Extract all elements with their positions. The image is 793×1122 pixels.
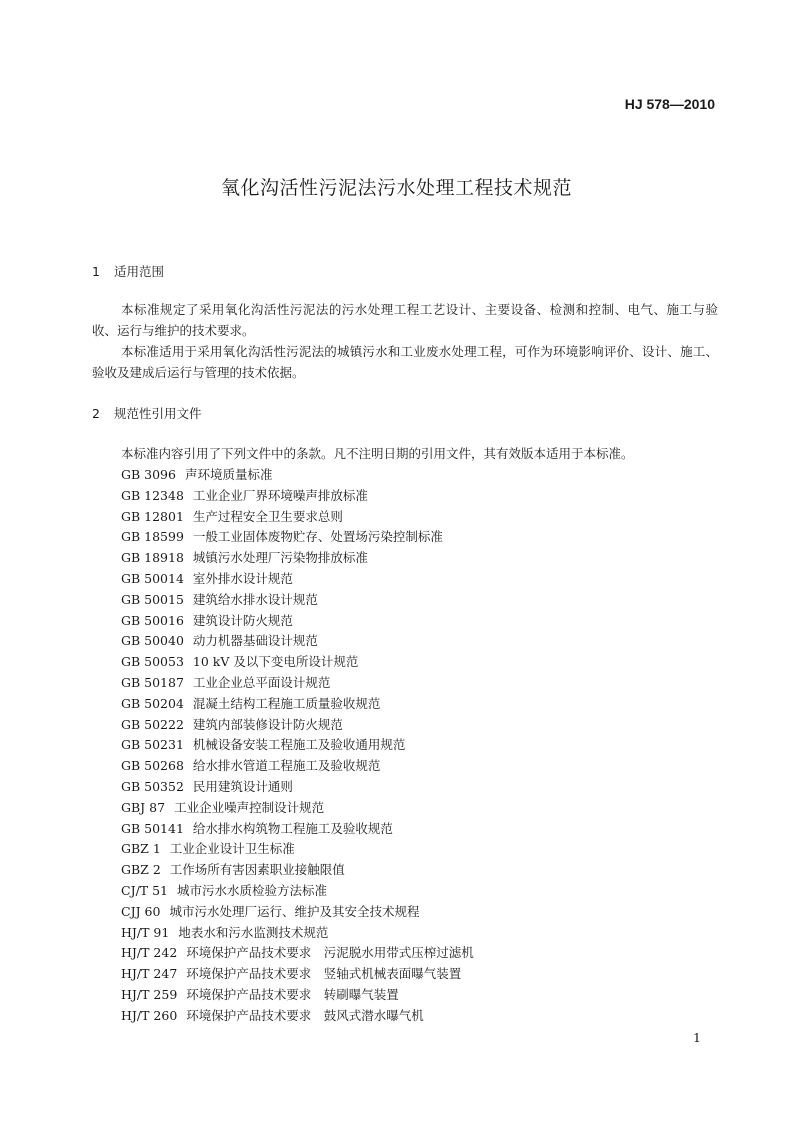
reference-code: GB 12801 — [121, 508, 184, 524]
reference-code: HJ/T 259 — [121, 986, 178, 1002]
reference-item — [121, 652, 474, 673]
reference-item — [121, 777, 474, 798]
reference-code: GB 50204 — [121, 695, 184, 711]
reference-title: 动力机器基础设计规范 — [192, 633, 318, 649]
section-1-paragraph-1: 本标准规定了采用氧化沟活性污泥法的污水处理工程工艺设计、主要设备、检测和控制、电气、施工与验收、运行与维护的技术要求。 — [92, 302, 718, 338]
document-code: HJ 578—2010 — [624, 96, 715, 112]
reference-code: GB 50222 — [121, 716, 184, 732]
reference-code: GB 18918 — [121, 550, 184, 566]
reference-item — [121, 486, 474, 507]
reference-list — [121, 465, 474, 1027]
reference-title: 环境保护产品技术要求 转刷曝气装置 — [186, 986, 399, 1002]
reference-item — [121, 527, 474, 548]
reference-code: HJ/T 91 — [121, 924, 170, 940]
reference-item — [121, 548, 474, 569]
reference-title: 10 kV 及以下变电所设计规范 — [192, 654, 359, 670]
reference-item — [121, 881, 474, 902]
reference-title: 给水排水构筑物工程施工及验收规范 — [192, 820, 393, 836]
reference-title: 工业企业厂界环境噪声排放标准 — [192, 487, 368, 503]
reference-item — [121, 590, 474, 611]
reference-title: 环境保护产品技术要求 鼓风式潜水曝气机 — [186, 1007, 424, 1023]
reference-title: 建筑给水排水设计规范 — [192, 591, 318, 607]
reference-title: 混凝土结构工程施工质量验收规范 — [192, 695, 381, 711]
reference-title: 地表水和污水监测技术规范 — [178, 924, 329, 940]
reference-title: 城镇污水处理厂污染物排放标准 — [192, 550, 368, 566]
reference-code: HJ/T 242 — [121, 945, 178, 961]
reference-code: GBJ 87 — [121, 799, 166, 815]
reference-item — [121, 860, 474, 881]
reference-code: GB 3096 — [121, 467, 176, 482]
section-2-intro: 本标准内容引用了下列文件中的条款。凡不注明日期的引用文件，其有效版本适用于本标准。 — [121, 446, 634, 461]
reference-title: 城市污水水质检验方法标准 — [177, 882, 328, 898]
reference-item — [121, 964, 474, 985]
reference-title: 城市污水处理厂运行、维护及其安全技术规程 — [169, 903, 420, 919]
reference-item — [121, 756, 474, 777]
reference-item — [121, 902, 474, 923]
reference-item — [121, 839, 474, 860]
reference-code: GB 50141 — [121, 820, 184, 836]
reference-title: 建筑内部装修设计防火规范 — [192, 716, 343, 732]
section-title: 规范性引用文件 — [114, 406, 202, 421]
reference-title: 生产过程安全卫生要求总则 — [192, 508, 343, 524]
reference-item — [121, 943, 474, 964]
page-title: 氧化沟活性污泥法污水处理工程技术规范 — [220, 177, 572, 199]
reference-item — [121, 819, 474, 840]
reference-code: GB 18599 — [121, 529, 184, 545]
reference-code: GB 50352 — [121, 778, 184, 794]
reference-title: 工业企业总平面设计规范 — [192, 674, 331, 690]
reference-item — [121, 798, 474, 819]
reference-code: GB 50015 — [121, 591, 184, 607]
reference-code: GBZ 1 — [121, 841, 161, 857]
reference-code: GB 50187 — [121, 674, 184, 690]
reference-title: 工业企业设计卫生标准 — [169, 841, 295, 857]
reference-title: 工业企业噪声控制设计规范 — [174, 799, 325, 815]
reference-code: GBZ 2 — [121, 862, 161, 878]
reference-code: GB 50014 — [121, 570, 184, 586]
reference-code: GB 50053 — [121, 654, 184, 670]
section-1-heading — [92, 262, 164, 280]
reference-title: 环境保护产品技术要求 竖轴式机械表面曝气装置 — [186, 966, 462, 982]
section-title: 适用范围 — [114, 264, 165, 279]
reference-item — [121, 569, 474, 590]
reference-title: 一般工业固体废物贮存、处置场污染控制标准 — [192, 529, 443, 545]
reference-code: GB 50016 — [121, 612, 184, 628]
section-1-paragraph-2: 本标准适用于采用氧化沟活性污泥法的城镇污水和工业废水处理工程，可作为环境影响评价、设计、施工、验收及建成后运行与管理的技术依据。 — [92, 344, 718, 380]
reference-item — [121, 507, 474, 528]
reference-title: 机械设备安装工程施工及验收通用规范 — [192, 737, 406, 753]
reference-title: 环境保护产品技术要求 污泥脱水用带式压榨过滤机 — [186, 945, 474, 961]
reference-item — [121, 985, 474, 1006]
reference-title: 工作场所有害因素职业接触限值 — [169, 862, 345, 878]
reference-item — [121, 715, 474, 736]
reference-item — [121, 465, 474, 486]
reference-item — [121, 673, 474, 694]
reference-title: 给水排水管道工程施工及验收规范 — [192, 758, 381, 774]
reference-item — [121, 611, 474, 632]
reference-code: GB 50268 — [121, 758, 184, 774]
reference-item — [121, 631, 474, 652]
reference-code: CJJ 60 — [121, 903, 161, 919]
reference-title: 声环境质量标准 — [184, 467, 273, 482]
section-number: 1 — [92, 264, 100, 279]
reference-item — [121, 923, 474, 944]
page-number: 1 — [693, 1030, 701, 1045]
reference-title: 室外排水设计规范 — [192, 570, 293, 586]
reference-code: HJ/T 260 — [121, 1007, 178, 1023]
reference-item — [121, 735, 474, 756]
reference-title: 建筑设计防火规范 — [192, 612, 293, 628]
section-number: 2 — [92, 406, 100, 421]
section-2-heading — [92, 404, 202, 422]
reference-code: HJ/T 247 — [121, 966, 178, 982]
reference-item — [121, 1006, 474, 1027]
reference-code: GB 50231 — [121, 737, 184, 753]
reference-code: GB 12348 — [121, 487, 184, 503]
reference-code: GB 50040 — [121, 633, 184, 649]
reference-item — [121, 694, 474, 715]
reference-title: 民用建筑设计通则 — [192, 778, 293, 794]
reference-code: CJ/T 51 — [121, 882, 169, 898]
